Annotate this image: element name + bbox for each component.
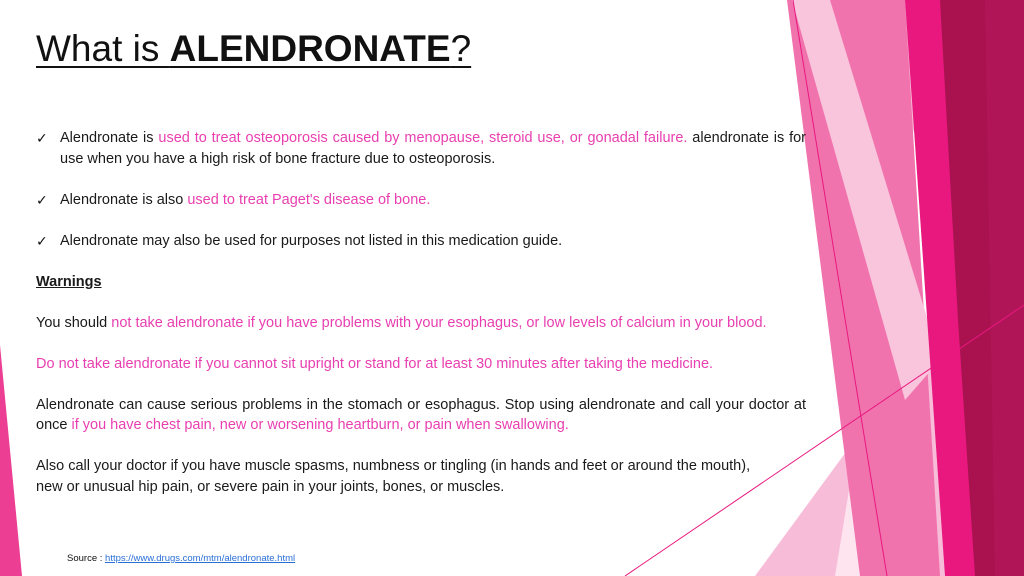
warning-paragraph-1: [36, 313, 806, 334]
bullet-text: Alendronate is: [60, 130, 159, 146]
bullet-highlight: used to treat osteoporosis caused by menopause, steroid use, or gonadal failure.: [158, 130, 688, 146]
title-suffix: ?: [450, 28, 472, 69]
source-citation: [67, 553, 295, 564]
warnings-heading: Warnings: [36, 273, 102, 290]
source-link[interactable]: https://www.drugs.com/mtm/alendronate.html: [105, 553, 296, 564]
checkmark-icon: ✓: [36, 130, 48, 146]
source-label: Source :: [67, 553, 106, 564]
bullet-text: Alendronate is also: [60, 191, 188, 208]
bullet-text: Alendronate may also be used for purposes not listed in this medication guide.: [60, 232, 563, 249]
title-drug-name: ALENDRONATE: [169, 28, 451, 69]
warning-text: Also call your doctor if you have muscle spasms, numbness or tingling (in hands and feet or around the mouth), new or unusual hip pain, or severe pain in your joints, bones, or muscles.: [36, 458, 751, 495]
left-pink-sliver: [0, 345, 22, 576]
bullet-item: [36, 128, 806, 169]
warning-text: You should: [36, 314, 112, 331]
title-prefix: What is: [36, 28, 170, 69]
slide-content: [36, 128, 806, 497]
bullet-item: [36, 190, 806, 211]
warning-paragraph-3: [36, 395, 806, 436]
warning-paragraph-2: [36, 354, 806, 375]
bullet-after: alendronate is for use when you have a high risk of bone fracture due to osteoporosis.: [60, 130, 806, 167]
warning-highlight: Do not take alendronate if you cannot sit upright or stand for at least 30 minutes after taking the medicine.: [36, 355, 714, 372]
warning-highlight: if you have chest pain, new or worsening heartburn, or pain when swallowing.: [71, 417, 569, 433]
warning-paragraph-4: [36, 456, 776, 497]
checkmark-icon: ✓: [36, 191, 48, 208]
bullet-highlight: used to treat Paget's disease of bone.: [187, 191, 431, 208]
checkmark-icon: ✓: [36, 232, 48, 249]
slide-title: [36, 26, 471, 72]
warning-text: Alendronate can cause serious problems in the stomach or esophagus. Stop using alendronate and call your doctor at once: [36, 396, 806, 433]
warning-highlight: not take alendronate if you have problems with your esophagus, or low levels of calcium in your blood.: [111, 314, 767, 331]
bullet-item: [36, 231, 806, 252]
